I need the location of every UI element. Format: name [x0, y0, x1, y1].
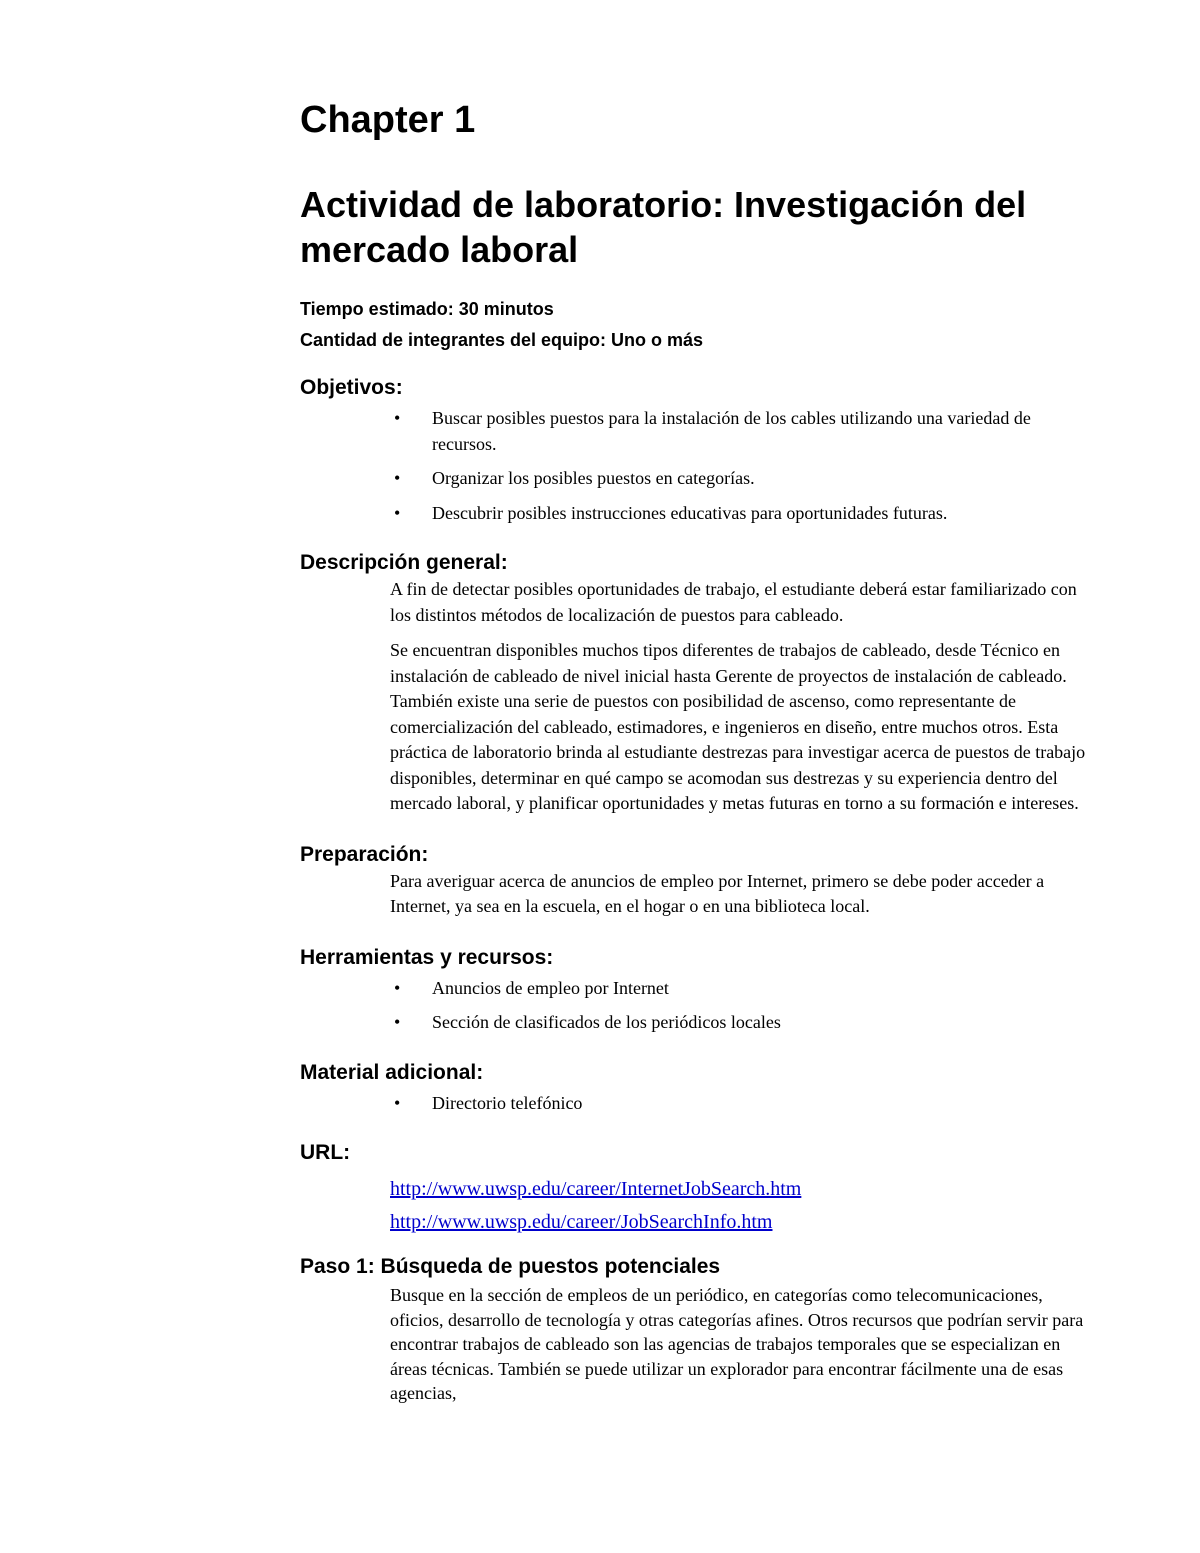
- bullet-icon: •: [394, 977, 401, 998]
- job-search-info-link[interactable]: http://www.uwsp.edu/career/JobSearchInfo.htm: [390, 1211, 773, 1233]
- overview-body: [390, 577, 1100, 817]
- bullet-icon: •: [394, 468, 401, 488]
- list-item: • Anuncios de empleo por Internet: [392, 976, 1092, 1002]
- url-heading: URL:: [300, 1141, 351, 1164]
- overview-paragraph: Se encuentran disponibles muchos tipos diferentes de trabajos de cableado, desde Técnico en instalación de cableado de nivel inicial hasta Gerente de proyectos de instalación de cableado. También existe una serie de puestos con posibilidad de ascenso, como representante de comercialización del cableado, estimadores, e ingenieros en diseño, entre muchos otros. Esta práctica de laboratorio brinda al estudiante destrezas para investigar acerca de puestos de trabajo disponibles, determinar en qué campo se acomodan sus destrezas y su experiencia dentro del mercado laboral, y planificar oportunidades y metas futuras en torno a su formación e intereses.: [390, 640, 1086, 813]
- step1-heading: Paso 1: Búsqueda de puestos potenciales: [300, 1255, 721, 1278]
- objectives-heading: Objetivos:: [300, 376, 403, 399]
- tools-list: [392, 976, 1100, 1036]
- estimated-time: Tiempo estimado: 30 minutos: [300, 299, 554, 319]
- additional-material-heading: Material adicional:: [300, 1060, 484, 1084]
- preparation-paragraph: Para averiguar acerca de anuncios de empleo por Internet, primero se debe poder acceder a Internet, ya sea en la escuela, en el hogar o en una biblioteca local.: [390, 870, 1045, 916]
- list-item: • Descubrir posibles instrucciones educativas para oportunidades futuras.: [392, 501, 1092, 527]
- additional-material-list: [392, 1091, 1100, 1117]
- team-size: Cantidad de integrantes del equipo: Uno o más: [300, 330, 704, 350]
- bullet-icon: •: [394, 1092, 401, 1113]
- step1-body: Busque en la sección de empleos de un periódico, en categorías como telecomunicaciones, oficios, desarrollo de tecnología y otras categorías afines. Otros recursos que podrían servir para encontrar trabajos de cableado son las agencias de trabajos temporales que se especializan en áreas técnicas. También se puede utilizar un explorador para encontrar fácilmente una de esas agencias,: [390, 1285, 1084, 1404]
- preparation-body: [390, 869, 1100, 920]
- job-search-link[interactable]: http://www.uwsp.edu/career/InternetJobSearch.htm: [390, 1178, 802, 1200]
- bullet-icon: •: [394, 502, 401, 523]
- document-page: [300, 96, 1100, 1406]
- list-item: • Buscar posibles puestos para la instalación de los cables utilizando una variedad de recursos.: [394, 408, 1031, 454]
- list-item: • Directorio telefónico: [392, 1091, 1092, 1117]
- overview-heading: Descripción general:: [300, 551, 508, 574]
- bullet-icon: •: [394, 1012, 401, 1032]
- list-item: • Organizar los posibles puestos en categorías.: [392, 466, 1092, 492]
- url-list: [390, 1173, 1100, 1239]
- preparation-heading: Preparación:: [300, 842, 429, 866]
- bullet-icon: •: [394, 408, 401, 428]
- objectives-list: [392, 406, 1100, 526]
- overview-paragraph: A fin de detectar posibles oportunidades de trabajo, el estudiante deberá estar familiarizado con los distintos métodos de localización de puestos para cableado.: [390, 579, 1077, 625]
- tools-heading: Herramientas y recursos:: [300, 945, 554, 969]
- chapter-heading: Chapter 1: [300, 99, 476, 141]
- list-item: • Sección de clasificados de los periódicos locales: [392, 1010, 1092, 1036]
- lab-title: Actividad de laboratorio: Investigación del mercado laboral: [300, 184, 1027, 270]
